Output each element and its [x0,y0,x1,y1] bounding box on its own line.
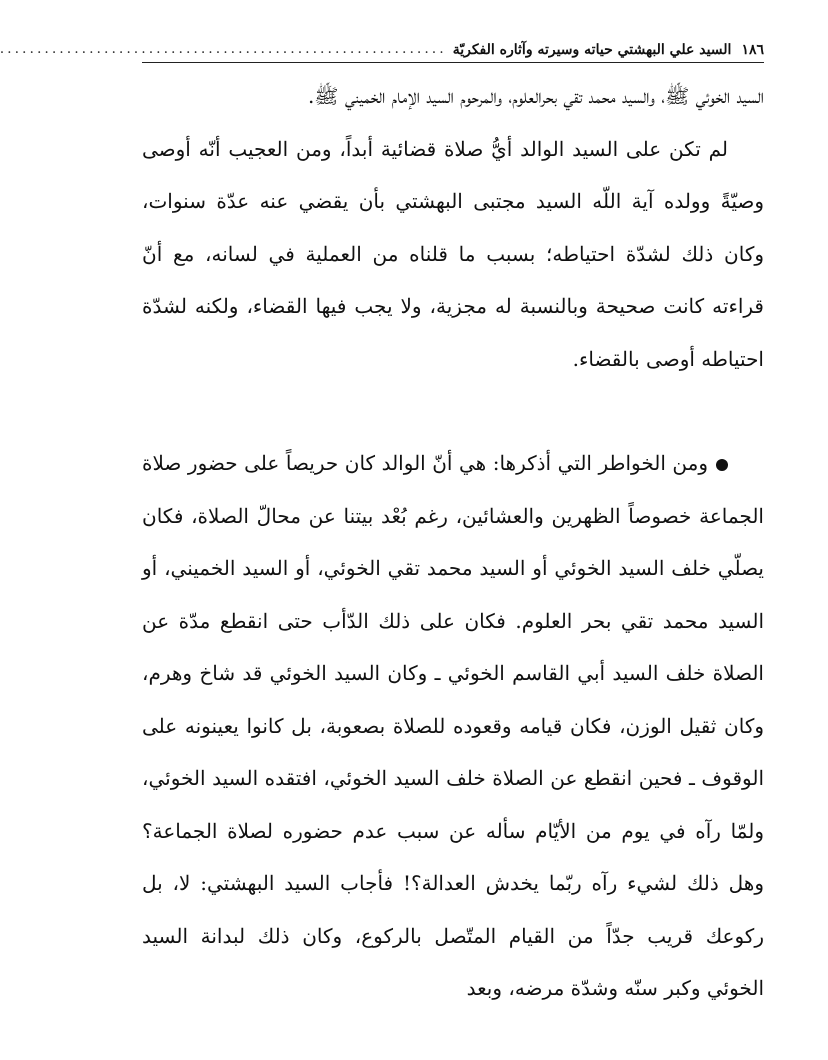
page-number: ١٨٦ [741,42,764,58]
bulleted-paragraph-text: ومن الخواطر التي أذكرها: هي أنّ الوالد كان حريصاً على حضور صلاة الجماعة خصوصاً الظهرين والعشائين، رغم بُعْد بيتنا عن محالّ الصلاة، فكان يصلّي خلف السيد الخوئي أو السيد محمد تقي الخوئي، أو السيد الخميني، أو السيد محمد تقي بحر العلوم. فكان على ذلك الدّأب حتى انقطع مدّة عن الصلاة خلف السيد أبي القاسم الخوئي ـ وكان السيد الخوئي قد شاخ وهرم، وكان ثقيل الوزن، فكان قيامه وقعوده للصلاة بصعوبة، بل كانوا يعينونه على الوقوف ـ فحين انقطع عن الصلاة خلف السيد الخوئي، افتقده السيد الخوئي، ولمّا رآه في يوم من الأيّام سأله عن سبب عدم حضوره لصلاة الجماعة؟ وهل ذلك لشيء رآه ربّما يخدش العدالة؟! فأجاب السيد البهشتي: لا، بل ركوعك قريب جدّاً من القيام المتّصل بالركوع، وكان ذلك لبدانة السيد الخوئي وكبر سنّه وشدّة مرضه، وبعد [142,451,764,1000]
paragraph-gap [142,385,764,437]
running-header [0,34,764,63]
leader-dots: ............................................................ [0,41,447,57]
book-title: السيد علي البهشتي حياته وسيرته وآثاره الفكريّة [452,42,732,58]
bulleted-paragraph [142,437,764,1015]
paragraph-continued: السيد الخوئي ﷺ، والسيد محمد تقي بحرالعلوم، والمرحوم السيد الإمام الخميني ﷺ. [307,84,764,108]
bullet-icon [716,459,728,471]
page-body [142,70,764,1015]
paragraph: لم تكن على السيد الوالد أيُّ صلاة قضائية أبداً، ومن العجيب أنّه أوصى وصيّةً وولده آية اللّه السيد مجتبى البهشتي بأن يقضي عنه عدّة سنوات، وكان ذلك لشدّة احتياطه؛ بسبب ما قلناه من العملية في لسانه، مع أنّ قراءته كانت صحيحة وبالنسبة له مجزية، ولا يجب فيها القضاء، ولكنه لشدّة احتياطه أوصى بالقضاء. [142,136,764,371]
